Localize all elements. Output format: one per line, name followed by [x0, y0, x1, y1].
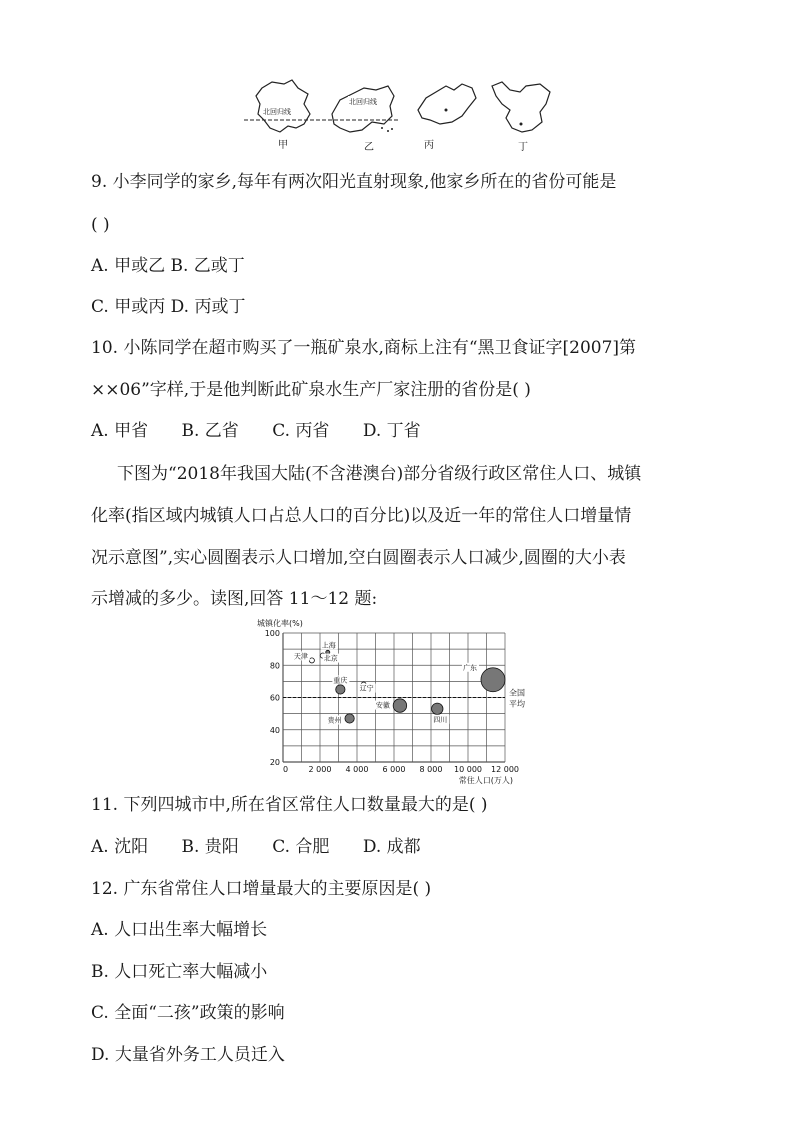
y-tick-label: 20 — [269, 758, 280, 767]
bubble-贵州 — [345, 714, 354, 723]
intro-line-4: 示增减的多少。读图,回答 11～12 题: — [91, 589, 378, 609]
map-label-yi: 乙 — [364, 142, 374, 153]
q10-stem-line1: 10. 小陈同学在超市购买了一瓶矿泉水,商标上注有“黑卫食证字[2007]第 — [91, 338, 637, 358]
x-tick-label: 10 000 — [454, 765, 482, 774]
q9-option-d[interactable]: D. 丙或丁 — [170, 297, 246, 317]
q11-options — [91, 836, 421, 858]
national-average-label-2: 平均 — [509, 699, 525, 709]
x-tick-label: 4 000 — [345, 765, 369, 774]
national-average-label-1: 全国 — [509, 688, 525, 698]
y-tick-label: 40 — [269, 725, 280, 735]
map-label-bing: 丙 — [424, 140, 434, 151]
province-maps-figure — [240, 74, 560, 156]
q9-paren: ( ) — [91, 215, 110, 235]
map-label-jia: 甲 — [278, 140, 288, 151]
intro-line-3: 况示意图”,实心圆圈表示人口增加,空白圆圈表示人口减少,圆圈的大小表 — [91, 548, 626, 568]
bubble-label-上海: 上海 — [321, 641, 336, 650]
q10-option-b[interactable]: B. 乙省 — [181, 421, 239, 441]
q9-option-c[interactable]: C. 甲或丙 — [91, 297, 166, 317]
q10-options — [91, 420, 421, 442]
x-tick-label: 2 000 — [308, 765, 332, 774]
province-outline-bing — [418, 84, 476, 124]
intro-line-1: 下图为“2018年我国大陆(不含港澳台)部分省级行政区常住人口、城镇 — [117, 464, 642, 484]
bubble-重庆 — [336, 685, 345, 694]
bubble-label-四川: 四川 — [433, 715, 448, 724]
bubble-label-北京: 北京 — [323, 654, 338, 663]
q12-option-d[interactable]: D. 大量省外务工人员迁入 — [91, 1045, 285, 1065]
x-tick-label: 6 000 — [382, 765, 406, 774]
bubble-四川 — [432, 703, 443, 714]
q11-option-b[interactable]: B. 贵阳 — [181, 837, 239, 857]
bubble-label-重庆: 重庆 — [333, 676, 348, 685]
q12-option-c[interactable]: C. 全面“二孩”政策的影响 — [91, 1003, 285, 1023]
q12-stem: 12. 广东省常住人口增量最大的主要原因是( ) — [91, 879, 432, 899]
q9-options-row2 — [91, 296, 245, 318]
q10-option-a[interactable]: A. 甲省 — [91, 421, 149, 441]
x-axis-label: 常住人口(万人) — [458, 776, 513, 785]
q10-option-d[interactable]: D. 丁省 — [362, 421, 421, 441]
q11-stem: 11. 下列四城市中,所在省区常住人口数量最大的是( ) — [91, 795, 488, 815]
q11-option-c[interactable]: C. 合肥 — [272, 837, 330, 857]
tropic-label-yi: 北回归线 — [349, 98, 377, 106]
q9-stem: 9. 小李同学的家乡,每年有两次阳光直射现象,他家乡所在的省份可能是 — [91, 172, 617, 192]
population-urbanization-chart — [255, 617, 545, 787]
bubble-广东 — [481, 668, 505, 692]
q10-option-c[interactable]: C. 丙省 — [272, 421, 330, 441]
q9-option-a[interactable]: A. 甲或乙 — [91, 256, 166, 276]
y-tick-label: 100 — [264, 629, 280, 638]
x-tick-label: 8 000 — [419, 765, 443, 774]
bubble-label-广东: 广东 — [462, 663, 477, 672]
intro-line-2: 化率(指区域内城镇人口占总人口的百分比)以及近一年的常住人口增量情 — [91, 506, 632, 526]
q9-option-b[interactable]: B. 乙或丁 — [170, 256, 245, 276]
province-outline-yi — [332, 86, 394, 132]
bubble-label-天津: 天津 — [293, 652, 308, 661]
y-axis-label: 城镇化率(%) — [257, 619, 303, 628]
q12-option-a[interactable]: A. 人口出生率大幅增长 — [91, 920, 268, 940]
bubble-label-安徽: 安徽 — [375, 701, 390, 710]
bubble-天津 — [309, 658, 314, 663]
bubble-label-贵州: 贵州 — [327, 716, 342, 725]
bubble-label-辽宁: 辽宁 — [359, 684, 374, 693]
tropic-label-jia: 北回归线 — [263, 108, 291, 116]
x-tick-label: 0 — [283, 765, 289, 774]
y-tick-label: 80 — [269, 661, 280, 671]
y-tick-label: 60 — [269, 693, 280, 703]
x-tick-label: 12 000 — [491, 765, 519, 774]
q9-options-row1 — [91, 255, 245, 277]
bubble-安徽 — [393, 699, 407, 713]
q11-option-a[interactable]: A. 沈阳 — [91, 837, 149, 857]
q12-option-b[interactable]: B. 人口死亡率大幅减小 — [91, 962, 268, 982]
q10-stem-line2: ××06”字样,于是他判断此矿泉水生产厂家注册的省份是( ) — [91, 380, 531, 400]
q11-option-d[interactable]: D. 成都 — [362, 837, 421, 857]
map-label-ding: 丁 — [518, 142, 528, 153]
